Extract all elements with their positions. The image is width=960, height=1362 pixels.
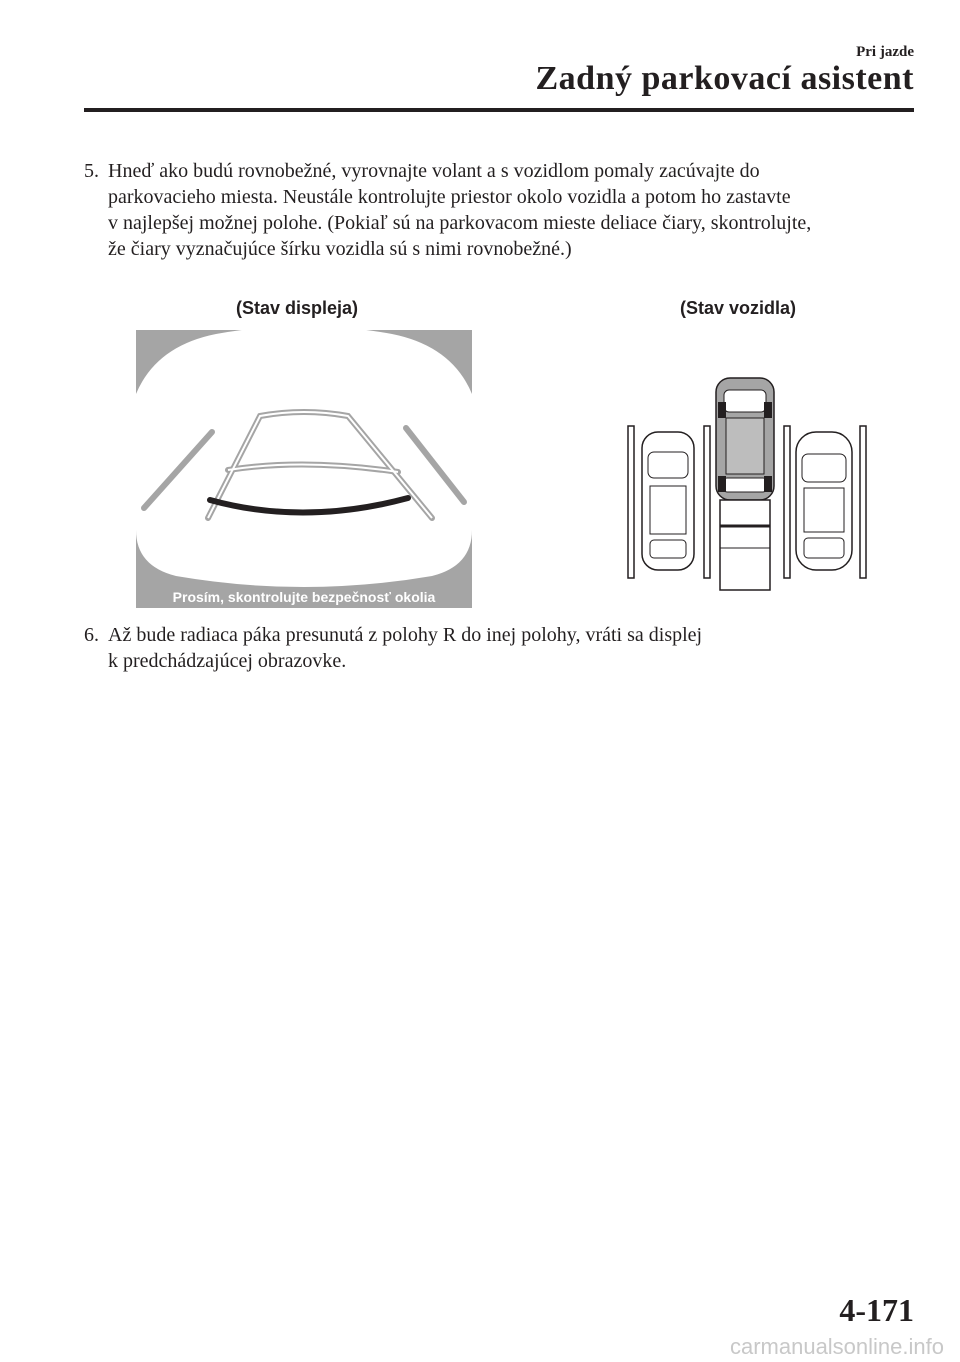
rear-camera-display-illustration [136,330,472,608]
own-vehicle [716,378,774,590]
section-name: Pri jazde [856,44,914,60]
watermark: carmanualsonline.info [729,1334,944,1359]
step-6 [84,622,924,674]
page-title: Zadný parkovací asistent [535,60,914,97]
step-line: Až bude radiaca páka presunutá z polohy R do inej polohy, vráti sa displej [108,624,703,646]
left-parked-car [642,432,694,570]
safety-message: Prosím, skontrolujte bezpečnosť okolia [172,589,436,605]
header-rule [84,108,914,112]
step-line: k predchádzajúcej obrazovke. [108,650,347,672]
display-caption: (Stav displeja) [236,298,359,318]
step-line: v najlepšej možnej polohe. (Pokiaľ sú na parkovacom mieste deliace čiary, skontrolujte, [108,212,812,234]
vehicle-caption: (Stav vozidla) [680,298,797,318]
step-number: 5. [84,160,99,182]
page-number: 4-171 [839,1292,914,1328]
step-line: parkovacieho miesta. Neustále kontrolujte priestor okolo vozidla a potom ho zastavte [108,186,791,208]
step-5 [84,158,924,262]
step-text [108,158,924,262]
step-line: Hneď ako budú rovnobežné, vyrovnajte volant a s vozidlom pomaly zacúvajte do [108,160,760,182]
step-number: 6. [84,624,99,646]
step-line: že čiary vyznačujúce šírku vozidla sú s nimi rovnobežné.) [108,238,572,260]
vehicle-top-view-illustration [624,376,880,596]
step-text [108,622,924,674]
right-parked-car [796,432,852,570]
